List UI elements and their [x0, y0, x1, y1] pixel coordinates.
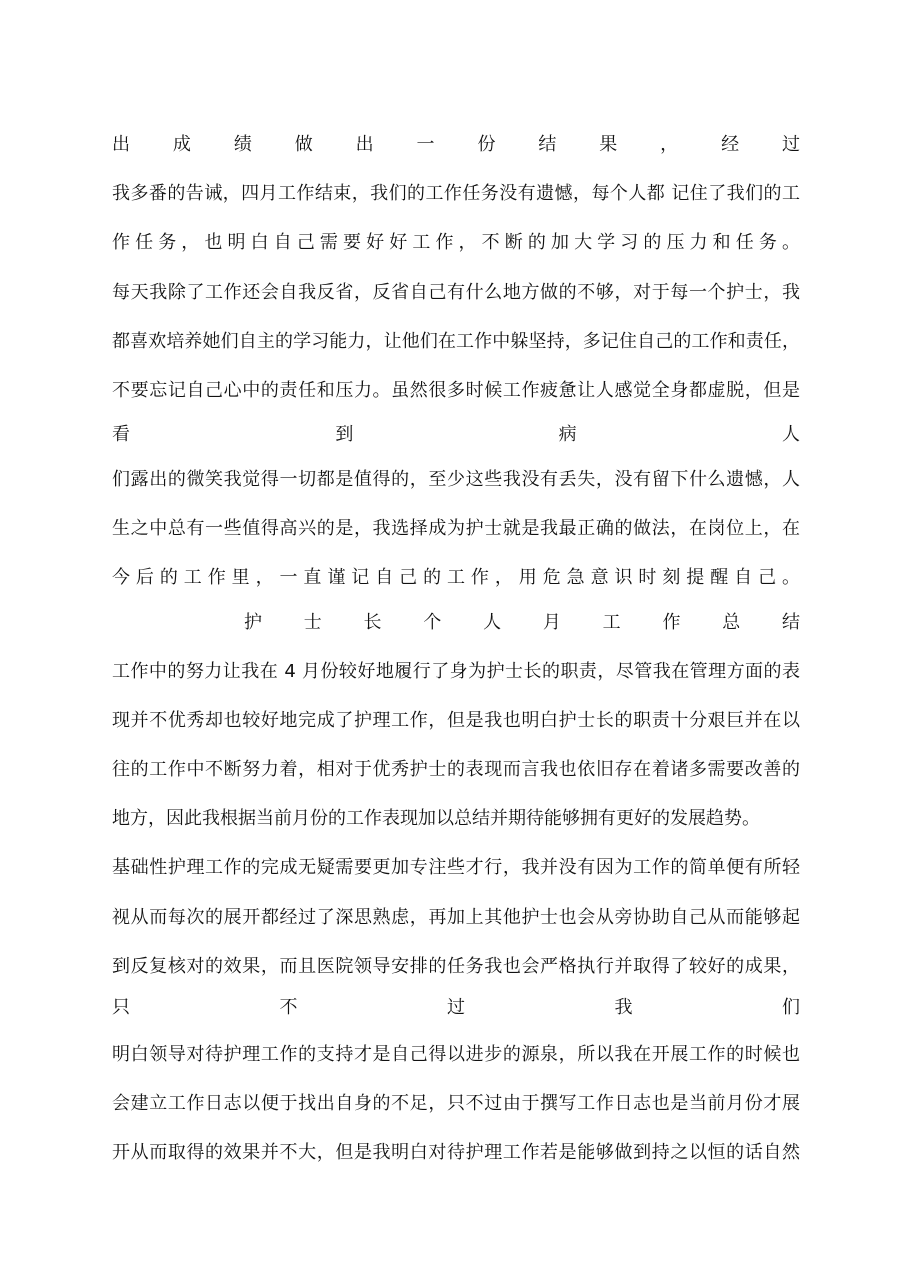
text-line: 都喜欢培养她们自主的学习能力，让他们在工作中躲坚持，多记住自己的工作和责任，	[112, 331, 800, 352]
text-line: 我多番的告诫，四月工作结束，我们的工作任务没有遗憾，每个人都 记住了我们的工	[112, 183, 800, 204]
text-line: 开从而取得的效果并不大，但是我明白对待护理工作若是能够做到持之以恒的话自然	[112, 1142, 800, 1163]
text-line: 不要忘记自己心中的责任和压力。虽然很多时候工作疲惫让人感觉全身都虚脱，但是	[112, 380, 800, 401]
text-line: 明白领导对待护理工作的支持才是自己得以进步的源泉，所以我在开展工作的时候也	[112, 1044, 800, 1065]
text-line: 每天我除了工作还会自我反省，反省自己有什么地方做的不够，对于每一个护士，我	[112, 282, 800, 303]
text-line: 到反复核对的效果，而且医院领导安排的任务我也会严格执行并取得了较好的成果，	[112, 956, 800, 977]
text-line: 地方，因此我根据当前月份的工作表现加以总结并期待能够拥有更好的发展趋势。	[112, 808, 760, 829]
text-line: 基础性护理工作的完成无疑需要更加专注些才行，我并没有因为工作的简单便有所轻	[112, 857, 800, 878]
text-line: 工作中的努力让我在 4 月份较好地履行了身为护士长的职责，尽管我在管理方面的表	[112, 661, 800, 682]
text-line: 往的工作中不断努力着，相对于优秀护士的表现而言我也依旧存在着诸多需要改善的	[112, 759, 800, 780]
text-line: 视从而每次的展开都经过了深思熟虑，再加上其他护士也会从旁协助自己从而能够起	[112, 907, 800, 928]
text-line: 出 成 绩 做 出 一 份 结 果 ， 经 过	[112, 134, 800, 155]
text-line: 现并不优秀却也较好地完成了护理工作，但是我也明白护士长的职责十分艰巨并在以	[112, 710, 800, 731]
text-line: 们露出的微笑我觉得一切都是值得的，至少这些我没有丢失，没有留下什么遗憾，人	[112, 469, 800, 490]
text-line: 生之中总有一些值得高兴的是，我选择成为护士就是我最正确的做法，在岗位上，在	[112, 518, 800, 539]
text-line: 今后的工作里，一直谨记自己的工作，用危急意识时刻提醒自己。	[112, 567, 800, 588]
text-line: 作任务，也明白自己需要好好工作，不断的加大学习的压力和任务。	[112, 232, 800, 253]
text-line: 会建立工作日志以便于找出自身的不足，只不过由于撰写工作日志也是当前月份才展	[112, 1093, 800, 1114]
text-line: 看 到 病 人	[112, 424, 800, 445]
text-line: 只 不 过 我 们	[112, 997, 800, 1018]
section-title: 护 士 长 个 人 月 工 作 总 结	[244, 612, 800, 633]
